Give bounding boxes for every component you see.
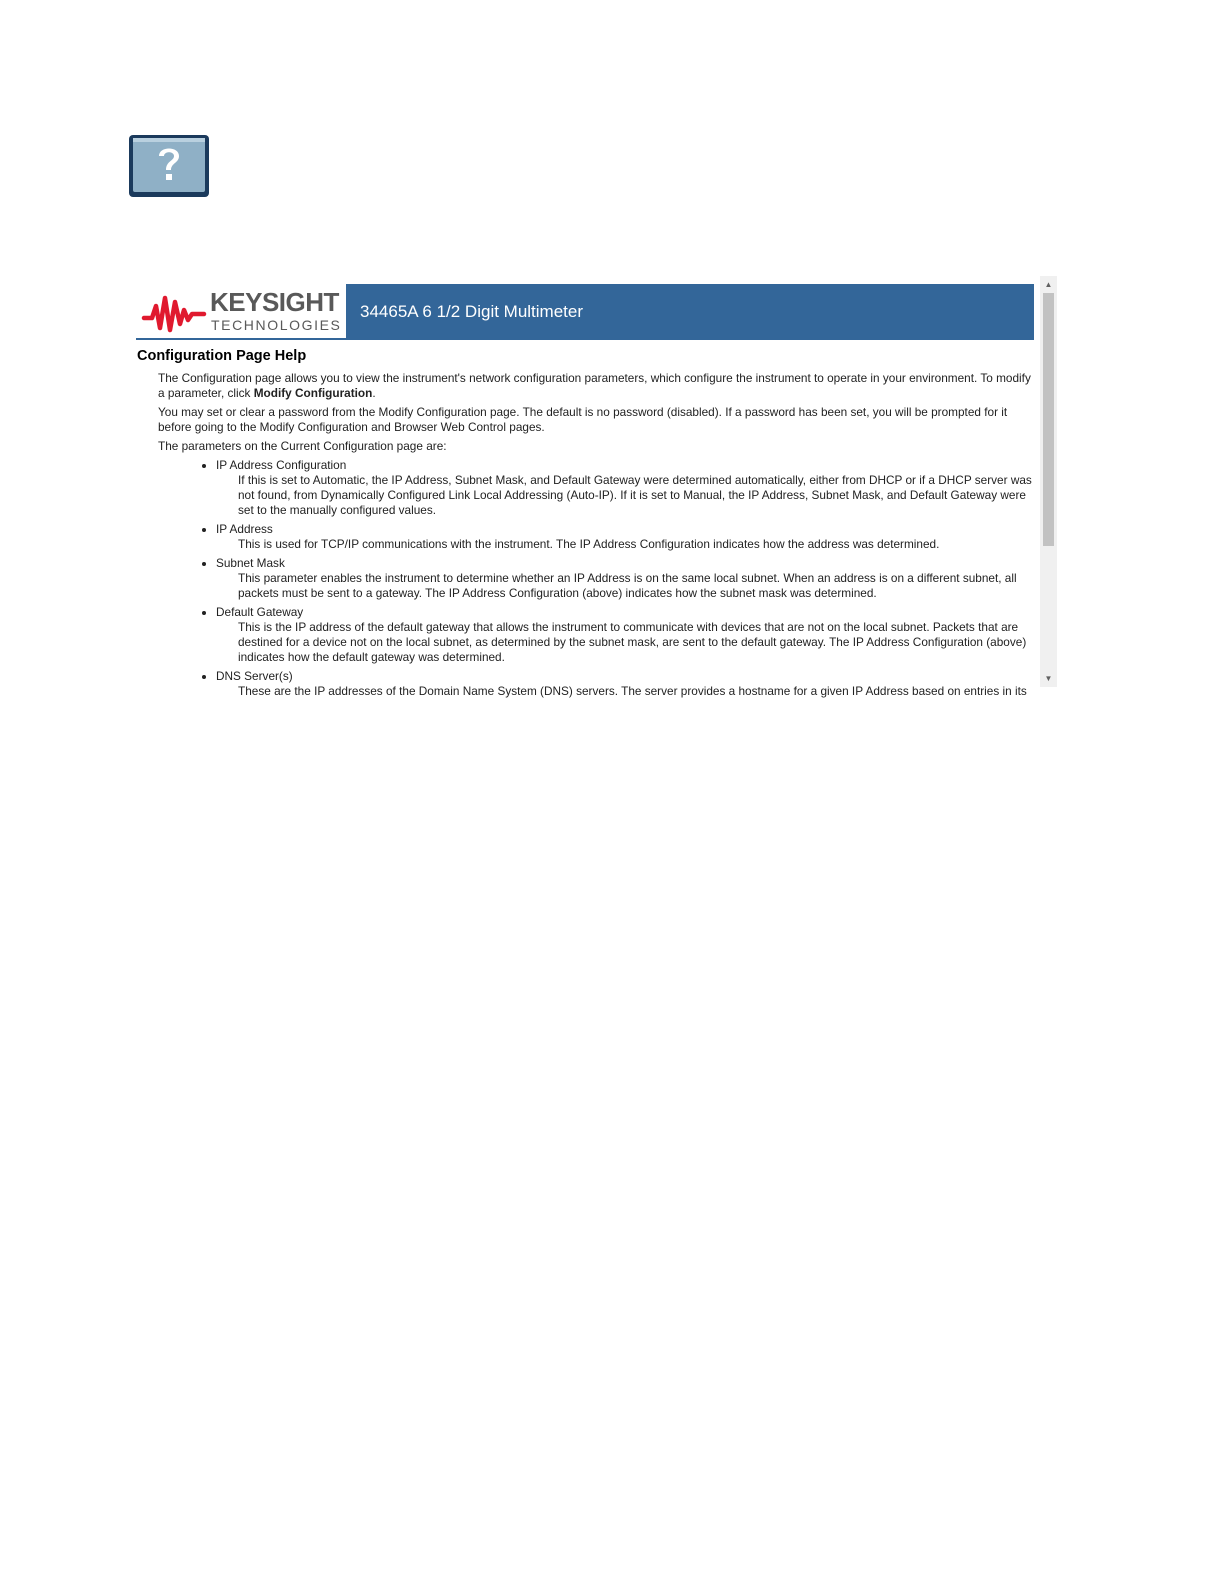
list-item: [216, 605, 1036, 665]
list-item-description: This is used for TCP/IP communications with the instrument. The IP Address Configuration indicates how the address was determined.: [238, 537, 940, 551]
scroll-down-icon[interactable]: ▼: [1044, 674, 1053, 683]
scrollbar-thumb[interactable]: [1043, 293, 1054, 546]
title-bar: [346, 284, 1034, 340]
list-item-term: Default Gateway: [216, 605, 304, 619]
parameter-list: [158, 458, 1036, 699]
keysight-wave-logo-icon: [142, 294, 206, 332]
vertical-scrollbar[interactable]: [1040, 276, 1057, 687]
list-item: [216, 458, 1036, 518]
page-heading: Configuration Page Help: [137, 348, 307, 364]
list-item-description: This parameter enables the instrument to determine whether an IP Address is on the same local subnet. When an address is on a different subnet, all packets must be sent to a gateway. The IP Address Configuration (above) indicates how the subnet mask was determined.: [238, 571, 1017, 600]
list-item-description: This is the IP address of the default gateway that allows the instrument to communicate with devices that are not on the local subnet. Packets that are destined for a device not on the local subnet, as determined by the subnet mask, are sent to the default gateway. The IP Address Configuration (above) indicates how the default gateway was determined.: [238, 620, 1027, 664]
list-item: [216, 669, 1036, 699]
list-item-description: If this is set to Automatic, the IP Address, Subnet Mask, and Default Gateway were determined automatically, either from DHCP or if a DHCP server was not found, from Dynamically Configured Link Local Addressing (Auto-IP). If it is set to Manual, the IP Address, Subnet Mask, and Default Gateway were set to the manually configured values.: [238, 473, 1032, 517]
intro-paragraph-3: The parameters on the Current Configuration page are:: [158, 439, 447, 453]
browser-frame: [136, 276, 1057, 698]
scroll-up-icon[interactable]: ▲: [1044, 280, 1053, 289]
list-item-term: IP Address: [216, 522, 273, 536]
brand-name: KEYSIGHT: [210, 287, 339, 317]
list-item-description: These are the IP addresses of the Domain Name System (DNS) servers. The server provides a hostname for a given IP Address based on entries in its: [238, 684, 1027, 698]
list-item-term: Subnet Mask: [216, 556, 285, 570]
list-item: [216, 522, 1036, 552]
page-content: [136, 276, 1034, 698]
list-item-term: IP Address Configuration: [216, 458, 347, 472]
help-body: [158, 371, 1036, 703]
modify-configuration-label: Modify Configuration: [253, 386, 373, 400]
logo-area: [136, 284, 346, 340]
intro-paragraph-2: You may set or clear a password from the Modify Configuration page. The default is no password (disabled). If a password has been set, you will be prompted for it before going to the Modify Configuration and Browser Web Control pages.: [158, 405, 1008, 434]
intro-end: .: [372, 386, 376, 400]
intro-paragraph-1: [158, 371, 1036, 401]
list-item-term: DNS Server(s): [216, 669, 293, 683]
brand-subtitle: TECHNOLOGIES: [211, 317, 342, 333]
intro-text: The Configuration page allows you to view the instrument's network configuration parameters, which configure the instrument to operate in your environment. To modify a parameter, click: [158, 371, 1031, 400]
header-banner: [136, 284, 1034, 340]
list-item: [216, 556, 1036, 601]
help-question-icon: [128, 134, 210, 198]
instrument-title: 34465A 6 1/2 Digit Multimeter: [360, 302, 584, 321]
